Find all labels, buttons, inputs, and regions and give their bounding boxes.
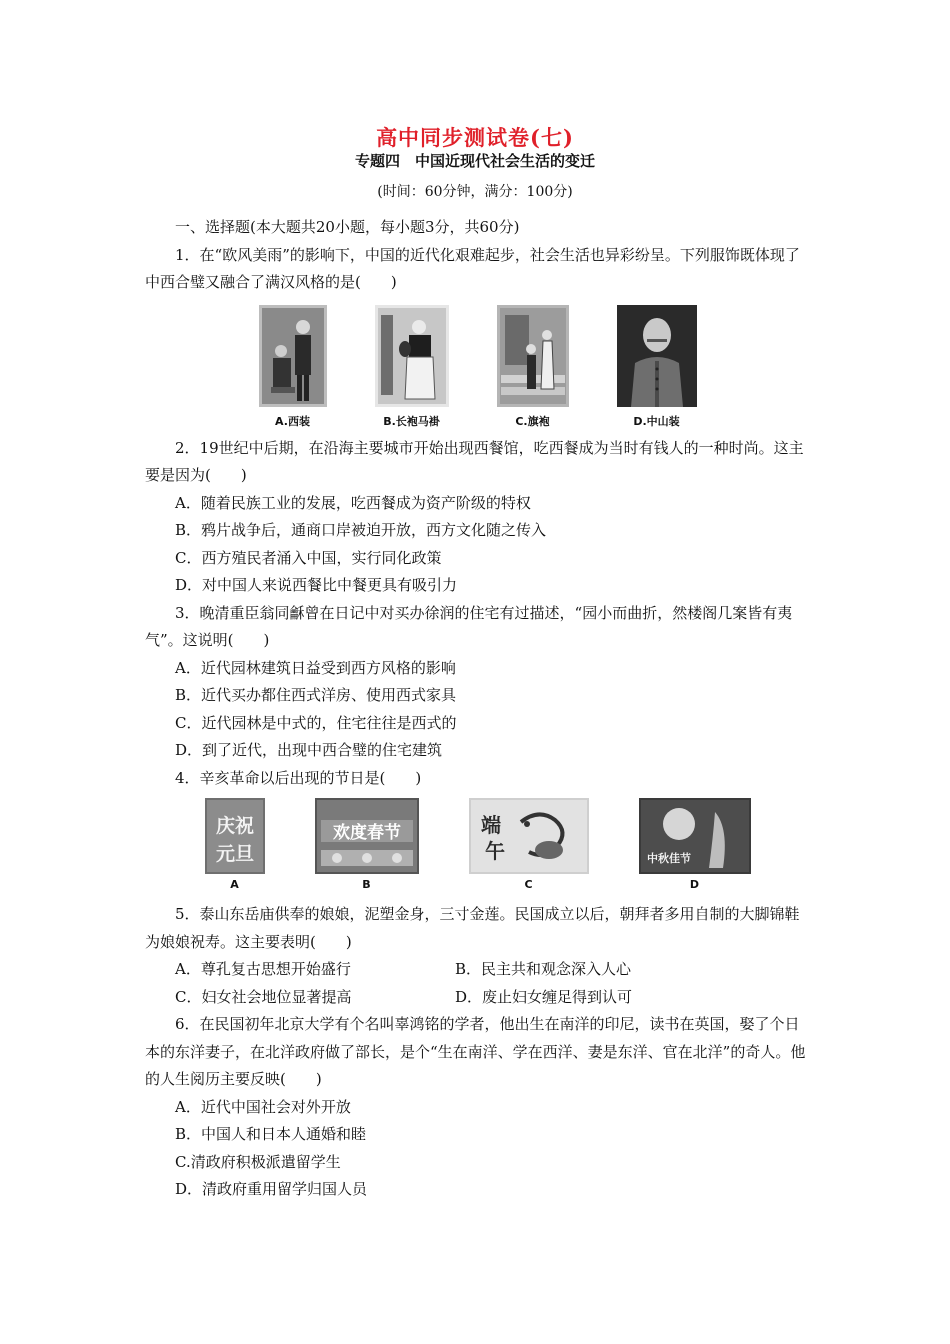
photo-qipao-icon [497,305,569,407]
q6-option-a: A．近代中国社会对外开放 [175,1097,351,1116]
q6-option-d: D．清政府重用留学归国人员 [175,1180,368,1198]
q1-image-b [375,305,449,429]
q3-stem: 3．晚清重臣翁同龢曾在日记中对买办徐润的住宅有过描述，“园小而曲折，然楼阁几案皆有夷气”。这说明( ) [145,603,793,649]
q2-stem: 2．19世纪中后期，在沿海主要城市开始出现西餐馆，吃西餐成为当时有钱人的一种时尚。这主要是因为( ) [145,438,804,484]
q3-option-d: D．到了近代，出现中西合璧的住宅建筑 [175,741,443,759]
q3-option-b: B．近代买办都住西式洋房、使用西式家具 [175,686,457,704]
photo-long-gown-icon [375,305,449,407]
q4-image-a [205,798,265,891]
q5-option-d: D．废止妇女缠足得到认可 [455,987,633,1006]
q4-a-text-1: 庆祝 [215,815,254,837]
q2-option-a: A．随着民族工业的发展，吃西餐成为资产阶级的特权 [175,493,531,512]
q4-c-text-1: 端 [480,813,501,837]
spring-festival-card-icon [315,798,419,874]
q1-caption-c: C.旗袍 [515,414,550,428]
exam-title: 高中同步测试卷(七) [376,125,574,150]
q4-caption-a: A [230,878,239,891]
q4-b-text: 欢度春节 [332,823,401,843]
q5-options-row-1 [145,956,810,984]
time-info: (时间：60分钟，满分：100分) [377,184,573,200]
q2-option-b: B．鸦片战争后，通商口岸被迫开放，西方文化随之传入 [175,521,547,539]
q1-image-c [497,305,569,429]
q4-image-d [639,798,751,891]
q4-image-b [315,798,419,891]
q6-stem: 6．在民国初年北京大学有个名叫辜鸿铭的学者，他出生在南洋的印尼，读书在英国，娶了个日本的东洋妻子，在北洋政府做了部长，是个“生在南洋、学在西洋、妻是东洋、官在北洋”的奇人。他的人生阅历主要反映( ) [145,1015,806,1088]
q4-images [145,798,810,891]
q6-option-b: B．中国人和日本人通婚和睦 [175,1125,367,1143]
q4-caption-b: B [362,878,371,891]
q5-option-a: A．尊孔复古思想开始盛行 [175,960,351,978]
new-year-card-icon [205,798,265,874]
q3-option-a: A．近代园林建筑日益受到西方风格的影响 [175,658,456,677]
dragon-boat-festival-card-icon [469,798,589,874]
section-heading: 一、选择题(本大题共20小题，每小题3分，共60分) [175,218,520,236]
q5-option-b: B．民主共和观念深入人心 [455,960,632,978]
q2-option-c: C．西方殖民者涌入中国，实行同化政策 [175,548,442,567]
q5-stem: 5．泰山东岳庙供奉的娘娘，泥塑金身，三寸金莲。民国成立以后，朝拜者多用自制的大脚锦鞋为娘娘祝寿。这主要表明( ) [145,905,800,951]
q1-image-a [259,305,327,429]
q4-a-text-2: 元旦 [215,843,254,865]
q4-stem: 4．辛亥革命以后出现的节日是( ) [175,768,422,787]
q4-caption-c: C [524,878,533,891]
q1-images [145,305,810,429]
q4-image-c [469,798,589,891]
questions [145,214,810,1204]
q3-option-c: C．近代园林是中式的，住宅往往是西式的 [175,713,457,732]
q4-c-text-2: 午 [484,839,505,863]
q1-image-d [617,305,697,429]
q1-caption-b: B.长袍马褂 [383,414,440,428]
photo-western-suit-icon [259,305,327,407]
q6-option-c: C.清政府积极派遣留学生 [175,1152,341,1171]
q1-stem: 1．在“欧风美雨”的影响下，中国的近代化艰难起步，社会生活也异彩纷呈。下列服饰既体现了中西合璧又融合了满汉风格的是( ) [145,245,800,291]
q4-caption-d: D [689,878,700,891]
photo-zhongshan-suit-icon [617,305,697,407]
q5-option-c: C．妇女社会地位显著提高 [175,987,352,1006]
exam-subtitle: 专题四 中国近现代社会生活的变迁 [354,152,595,170]
q1-caption-d: D.中山装 [633,414,680,428]
q4-d-text: 中秋佳节 [646,852,691,865]
q1-caption-a: A.西装 [275,414,310,428]
mid-autumn-card-icon [639,798,751,874]
q2-option-d: D．对中国人来说西餐比中餐更具有吸引力 [175,576,458,594]
q5-options-row-2 [145,984,810,1012]
